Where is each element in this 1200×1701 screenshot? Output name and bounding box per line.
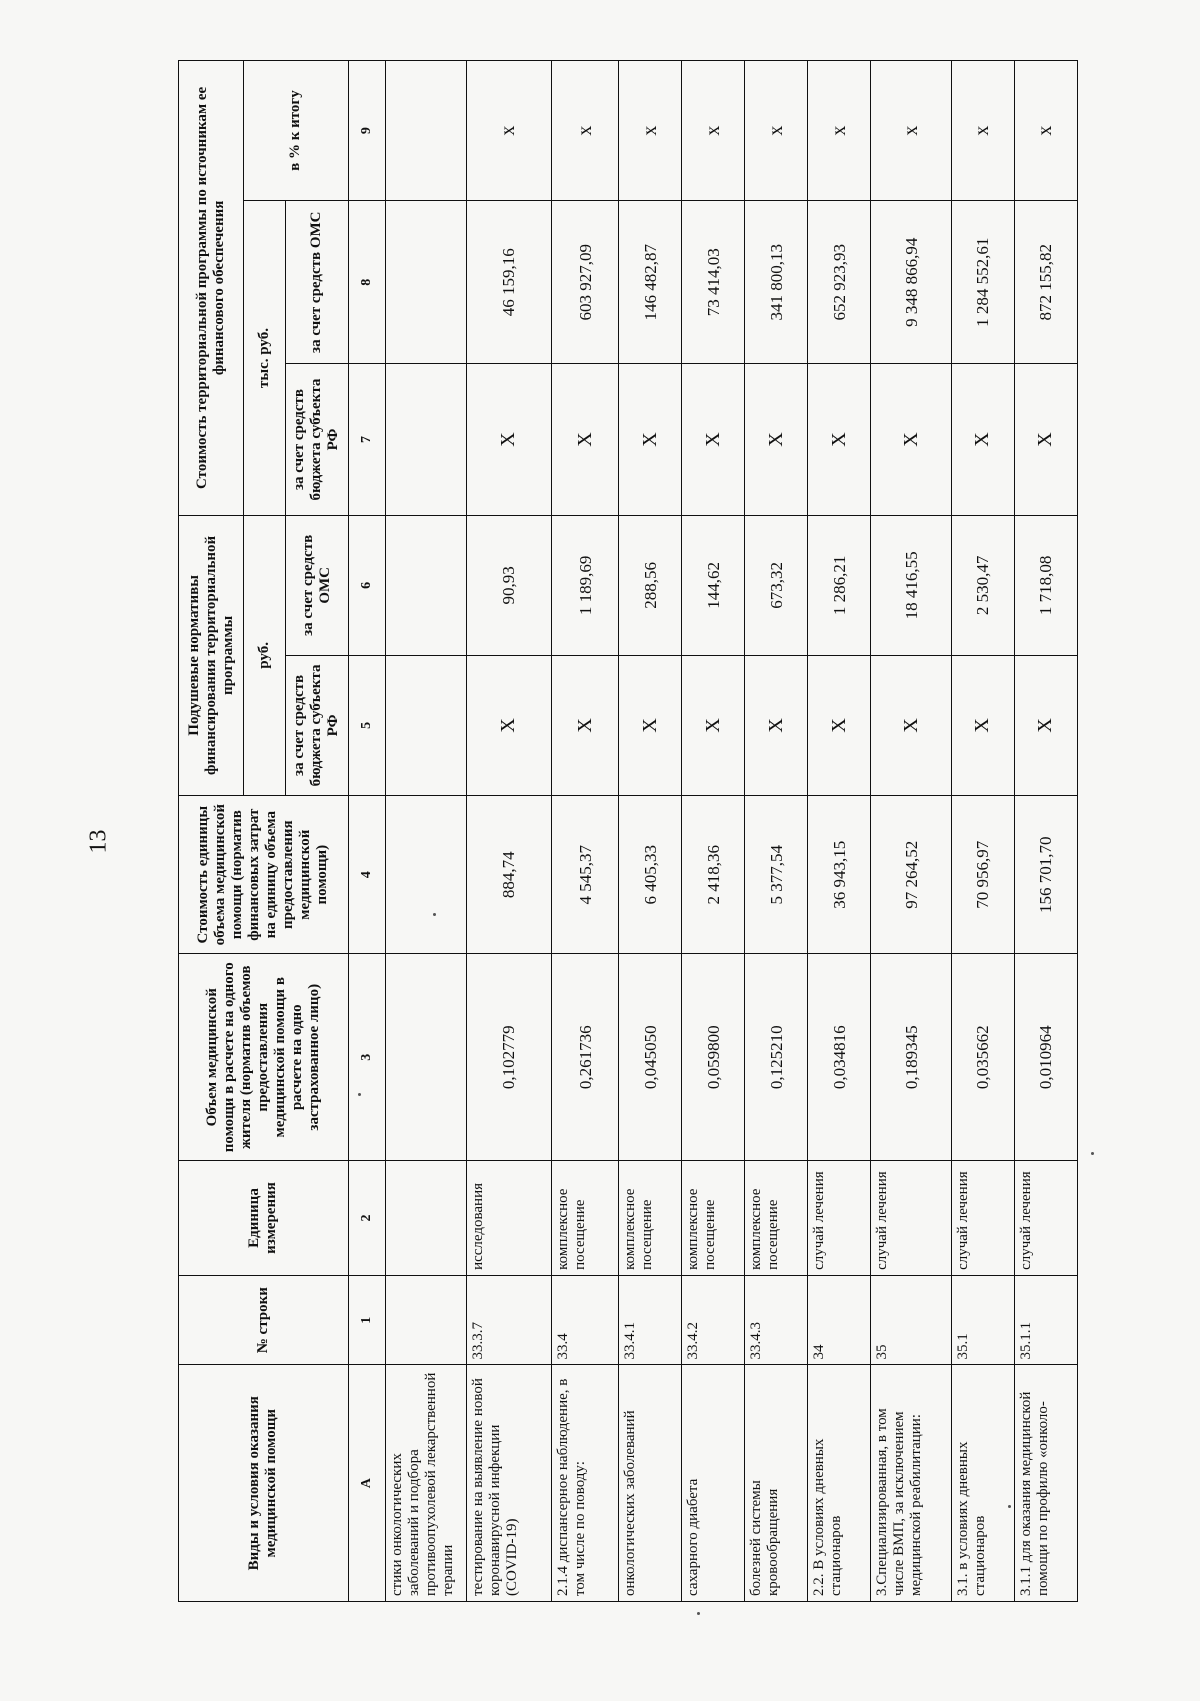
row-name: 3.1. в условиях дневных стационаров (951, 1365, 1014, 1602)
row-line-number: 35.1.1 (1014, 1275, 1077, 1365)
header-sub-budget: за счет средств бюджета субъекта РФ (285, 364, 348, 516)
row-percent: х (745, 61, 808, 201)
row-unit: комплексное посещение (619, 1161, 682, 1276)
header-col-a: Виды и условия оказания медицинской помощи (179, 1365, 349, 1602)
column-number: 6 (348, 515, 385, 655)
header-sub-oms: за счет средств ОМС (285, 201, 348, 364)
column-number: А (348, 1365, 385, 1602)
table-row (745, 61, 808, 1602)
row-volume: 0,034816 (808, 954, 871, 1161)
row-per-capita-budget: Х (745, 655, 808, 795)
row-per-capita-budget: Х (808, 655, 871, 795)
column-number: 4 (348, 795, 385, 953)
row-cost-budget: Х (619, 364, 682, 516)
row-percent: х (551, 61, 618, 201)
column-number: 3 (348, 954, 385, 1161)
row-per-capita-budget: Х (551, 655, 618, 795)
row-percent (385, 61, 467, 201)
row-unit: исследования (467, 1161, 552, 1276)
column-number: 9 (348, 61, 385, 201)
row-volume (385, 954, 467, 1161)
table-row (551, 61, 618, 1602)
row-name: 3.1.1 для оказания медицинской помощи по профилю «онколо- (1014, 1365, 1077, 1602)
row-unit-cost: 5 377,54 (745, 795, 808, 953)
row-per-capita-oms (385, 515, 467, 655)
table-row (619, 61, 682, 1602)
row-per-capita-oms: 1 718,08 (1014, 515, 1077, 655)
header-col-3: Объем медицинской помощи в расчете на одного жителя (норматив объемов предоставления медицинской помощи в расчете на одно застрахованное лицо) (179, 954, 349, 1161)
row-volume: 0,102779 (467, 954, 552, 1161)
column-number: 8 (348, 201, 385, 364)
row-name: 3.Специализированная, в том числе ВМП, за исключением медицинской реабилитации: (871, 1365, 951, 1602)
table-row (385, 61, 467, 1602)
row-cost-oms: 652 923,93 (808, 201, 871, 364)
row-line-number: 35.1 (951, 1275, 1014, 1365)
row-per-capita-budget: Х (871, 655, 951, 795)
scan-speck (1091, 1152, 1094, 1155)
row-per-capita-budget: Х (951, 655, 1014, 795)
row-cost-budget: Х (871, 364, 951, 516)
rotated-table-container (178, 60, 1078, 1602)
row-cost-oms: 1 284 552,61 (951, 201, 1014, 364)
column-number: 2 (348, 1161, 385, 1276)
row-unit: случай лечения (1014, 1161, 1077, 1276)
row-cost-oms: 146 482,87 (619, 201, 682, 364)
row-per-capita-oms: 673,32 (745, 515, 808, 655)
row-cost-budget: Х (551, 364, 618, 516)
row-name: онкологических заболеваний (619, 1365, 682, 1602)
row-unit: комплексное посещение (551, 1161, 618, 1276)
header-sub-percent: в % к итогу (244, 61, 348, 201)
financing-table (178, 60, 1078, 1602)
row-unit-cost: 4 545,37 (551, 795, 618, 953)
row-unit-cost: 6 405,33 (619, 795, 682, 953)
row-unit-cost: 2 418,36 (682, 795, 745, 953)
row-per-capita-budget: Х (682, 655, 745, 795)
row-cost-budget: Х (1014, 364, 1077, 516)
row-line-number: 35 (871, 1275, 951, 1365)
row-unit: случай лечения (808, 1161, 871, 1276)
row-percent: х (1014, 61, 1077, 201)
row-volume: 0,010964 (1014, 954, 1077, 1161)
row-line-number: 33.4 (551, 1275, 618, 1365)
row-unit-cost: 97 264,52 (871, 795, 951, 953)
row-line-number: 33.4.3 (745, 1275, 808, 1365)
row-cost-oms (385, 201, 467, 364)
row-name: тестирование на выявление новой коронавирусной инфекции (COVID-19) (467, 1365, 552, 1602)
header-group-cost: Стоимость территориальной программы по источникам ее финансового обеспечения (179, 61, 244, 516)
row-per-capita-budget: Х (1014, 655, 1077, 795)
column-number: 1 (348, 1275, 385, 1365)
row-volume: 0,189345 (871, 954, 951, 1161)
row-line-number: 33.4.2 (682, 1275, 745, 1365)
row-per-capita-budget (385, 655, 467, 795)
row-unit-cost: 36 943,15 (808, 795, 871, 953)
row-unit-cost: 884,74 (467, 795, 552, 953)
row-cost-budget: Х (467, 364, 552, 516)
row-line-number: 33.4.1 (619, 1275, 682, 1365)
row-percent: х (951, 61, 1014, 201)
row-percent: х (871, 61, 951, 201)
row-unit-cost: 156 701,70 (1014, 795, 1077, 953)
row-cost-budget: Х (745, 364, 808, 516)
table-row (951, 61, 1014, 1602)
row-percent: х (682, 61, 745, 201)
row-unit: комплексное посещение (745, 1161, 808, 1276)
row-per-capita-oms: 90,93 (467, 515, 552, 655)
header-unit-thousand-rub: тыс. руб. (244, 201, 285, 516)
row-per-capita-oms: 288,56 (619, 515, 682, 655)
row-volume: 0,045050 (619, 954, 682, 1161)
table-row (467, 61, 552, 1602)
row-name: 2.2. В условиях дневных стационаров (808, 1365, 871, 1602)
row-percent: х (808, 61, 871, 201)
row-line-number: 33.3.7 (467, 1275, 552, 1365)
row-cost-oms: 46 159,16 (467, 201, 552, 364)
header-col-2: Единица измерения (179, 1161, 349, 1276)
row-line-number: 34 (808, 1275, 871, 1365)
header-col-1: № строки (179, 1275, 349, 1365)
row-volume: 0,261736 (551, 954, 618, 1161)
header-group-per-capita: Подушевые нормативы финансирования территориальной программы (179, 515, 244, 795)
row-percent: х (619, 61, 682, 201)
row-per-capita-budget: Х (619, 655, 682, 795)
row-unit-cost: 70 956,97 (951, 795, 1014, 953)
row-per-capita-oms: 1 286,21 (808, 515, 871, 655)
row-volume: 0,125210 (745, 954, 808, 1161)
row-cost-oms: 341 800,13 (745, 201, 808, 364)
header-col-4: Стоимость единицы объема медицинской помощи (норматив финансовых затрат на единицу объема предоставления медицинской помощи) (179, 795, 349, 953)
row-unit (385, 1161, 467, 1276)
row-cost-budget: Х (951, 364, 1014, 516)
table-row (871, 61, 951, 1602)
row-per-capita-oms: 144,62 (682, 515, 745, 655)
column-number: 7 (348, 364, 385, 516)
row-cost-oms: 603 927,09 (551, 201, 618, 364)
row-name: болезней системы кровообращения (745, 1365, 808, 1602)
row-cost-budget (385, 364, 467, 516)
row-name: сахарного диабета (682, 1365, 745, 1602)
page-number: 13 (85, 829, 112, 854)
column-number: 5 (348, 655, 385, 795)
row-cost-oms: 73 414,03 (682, 201, 745, 364)
row-volume: 0,059800 (682, 954, 745, 1161)
row-percent: х (467, 61, 552, 201)
row-unit-cost (385, 795, 467, 953)
row-cost-oms: 872 155,82 (1014, 201, 1077, 364)
row-unit: случай лечения (951, 1161, 1014, 1276)
row-name: 2.1.4 диспансерное наблюдение, в том числе по поводу: (551, 1365, 618, 1602)
row-line-number (385, 1275, 467, 1365)
row-cost-budget: Х (808, 364, 871, 516)
table-row (1014, 61, 1077, 1602)
scan-speck (697, 1612, 700, 1615)
header-sub-budget: за счет средств бюджета субъекта РФ (285, 655, 348, 795)
row-cost-budget: Х (682, 364, 745, 516)
row-per-capita-oms: 2 530,47 (951, 515, 1014, 655)
row-unit: случай лечения (871, 1161, 951, 1276)
header-sub-oms: за счет средств ОМС (285, 515, 348, 655)
row-per-capita-oms: 18 416,55 (871, 515, 951, 655)
row-per-capita-budget: Х (467, 655, 552, 795)
table-row (682, 61, 745, 1602)
table-row (808, 61, 871, 1602)
row-name: стики онкологических заболеваний и подбора противоопухолевой лекарственной терапии (385, 1365, 467, 1602)
row-volume: 0,035662 (951, 954, 1014, 1161)
header-unit-rub: руб. (244, 515, 285, 795)
row-unit: комплексное посещение (682, 1161, 745, 1276)
row-cost-oms: 9 348 866,94 (871, 201, 951, 364)
row-per-capita-oms: 1 189,69 (551, 515, 618, 655)
